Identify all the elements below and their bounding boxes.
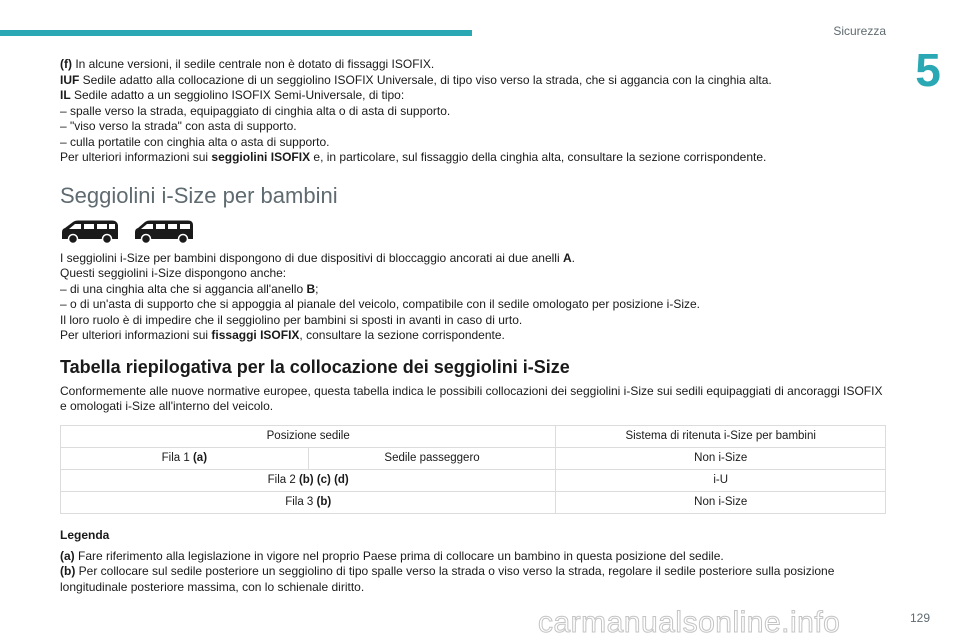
ring-a-label: A [562, 250, 572, 265]
header-accent-bar [0, 30, 472, 36]
more-info-text: Per ulteriori informazioni sui [60, 328, 212, 342]
note-f-tag: (f) [60, 57, 72, 71]
page-content [60, 57, 890, 595]
isofix-fixings-link: fissaggi ISOFIX [211, 328, 300, 342]
van-short-icon [60, 217, 120, 245]
table-cell [61, 491, 556, 513]
list-item [60, 282, 890, 298]
table-header-cell: Posizione sedile [61, 425, 556, 447]
table-cell: i-U [556, 469, 886, 491]
page-number: 129 [909, 611, 930, 625]
table-cell: Non i-Size [556, 491, 886, 513]
section-title: Sicurezza [833, 24, 886, 38]
isize-p1 [60, 251, 890, 267]
note-il [60, 88, 890, 104]
table-row [61, 447, 886, 469]
table-cell: Sedile passeggero [308, 447, 556, 469]
note-il-text: Sedile adatto a un seggiolino ISOFIX Semi-Universale, di tipo: [70, 88, 405, 102]
more-info-text: Per ulteriori informazioni sui [60, 150, 212, 164]
table-row [61, 425, 886, 447]
table-header-cell: Sistema di ritenuta i-Size per bambini [556, 425, 886, 447]
table-row [61, 491, 886, 513]
vehicle-icons [60, 217, 890, 247]
isofix-link: seggiolini ISOFIX [211, 150, 311, 164]
note-f-text: In alcune versioni, il sedile centrale non è dotato di fissaggi ISOFIX. [72, 57, 435, 71]
isize-p3: Il loro ruolo è di impedire che il seggiolino per bambini si sposti in avanti in caso di urto. [60, 312, 523, 327]
legend-a [60, 549, 890, 565]
isize-more-info [60, 328, 890, 344]
table-cell: Non i-Size [556, 447, 886, 469]
more-info-text: , consultare la sezione corrispondente. [299, 328, 505, 342]
isize-heading: Seggiolini i-Size per bambini [60, 182, 338, 208]
legend-b-text: Per collocare sul sedile posteriore un seggiolino di tipo spalle verso la strada o viso verso la strada, regolare il sedile posteriore sulla posizione longitudinale posteriore massima, con lo schienale diritto. [60, 564, 835, 594]
row-note: (b) (c) (d) [298, 474, 349, 486]
list-item: – culla portatile con cinghia alta o asta di supporto. [60, 134, 330, 149]
note-iuf [60, 73, 890, 89]
list-item: – o di un'asta di supporto che si appoggia al pianale del veicolo, compatibile con il sedile omologato per posizione i-Size. [60, 297, 701, 311]
note-il-tag: IL [60, 88, 71, 102]
table-cell [61, 469, 556, 491]
legend-a-text: Fare riferimento alla legislazione in vigore nel proprio Paese prima di collocare un bambino in questa posizione del sedile. [74, 548, 724, 563]
list-item: – spalle verso la strada, equipaggiato di cinghia alta o di asta di supporto. [60, 103, 451, 118]
note-iuf-text: Sedile adatto alla collocazione di un seggiolino ISOFIX Universale, di tipo viso verso la strada, che si aggancia con la cinghia alta. [79, 72, 772, 87]
more-info-text: e, in particolare, sul fissaggio della cinghia alta, consultare la sezione corrispondente. [310, 150, 767, 164]
isize-p2: Questi seggiolini i-Size dispongono anche: [60, 266, 287, 280]
note-f [60, 57, 890, 73]
row-label: Fila 2 [267, 474, 299, 486]
list-item-end: ; [315, 281, 319, 296]
table-cell [61, 447, 309, 469]
summary-text: Conformemente alle nuove normative europee, questa tabella indica le possibili collocazioni dei seggiolini i-Size sui sedili equipaggiati di ancoraggi ISOFIX e omologati i-Size all'interno del veicolo. [60, 383, 883, 413]
legend-b-tag: (b) [60, 564, 76, 578]
isize-p1-text: I seggiolini i-Size per bambini dispongono di due dispositivi di bloccaggio ancorati ai due anelli [60, 250, 563, 265]
summary-heading: Tabella riepilogativa per la collocazione dei seggiolini i-Size [60, 356, 570, 377]
row-note: (a) [192, 452, 208, 464]
table-row [61, 469, 886, 491]
row-note: (b) [316, 496, 332, 508]
chapter-number: 5 [915, 44, 941, 96]
note-iuf-tag: IUF [60, 72, 80, 87]
ring-b-label: B [306, 281, 316, 296]
van-long-icon [134, 217, 194, 245]
list-item-text: – di una cinghia alta che si aggancia all'anello [60, 281, 307, 296]
list-item: – "viso verso la strada" con asta di supporto. [60, 119, 297, 133]
isofix-more-info [60, 150, 890, 166]
watermark: carmanualsonline.info [538, 606, 841, 639]
isize-p1-end: . [571, 250, 575, 265]
row-label: Fila 3 [285, 496, 317, 508]
isize-summary-table [60, 425, 886, 514]
row-label: Fila 1 [161, 452, 193, 464]
legend-title: Legenda [60, 527, 110, 542]
legend-b [60, 564, 890, 595]
legend-a-tag: (a) [60, 548, 75, 563]
